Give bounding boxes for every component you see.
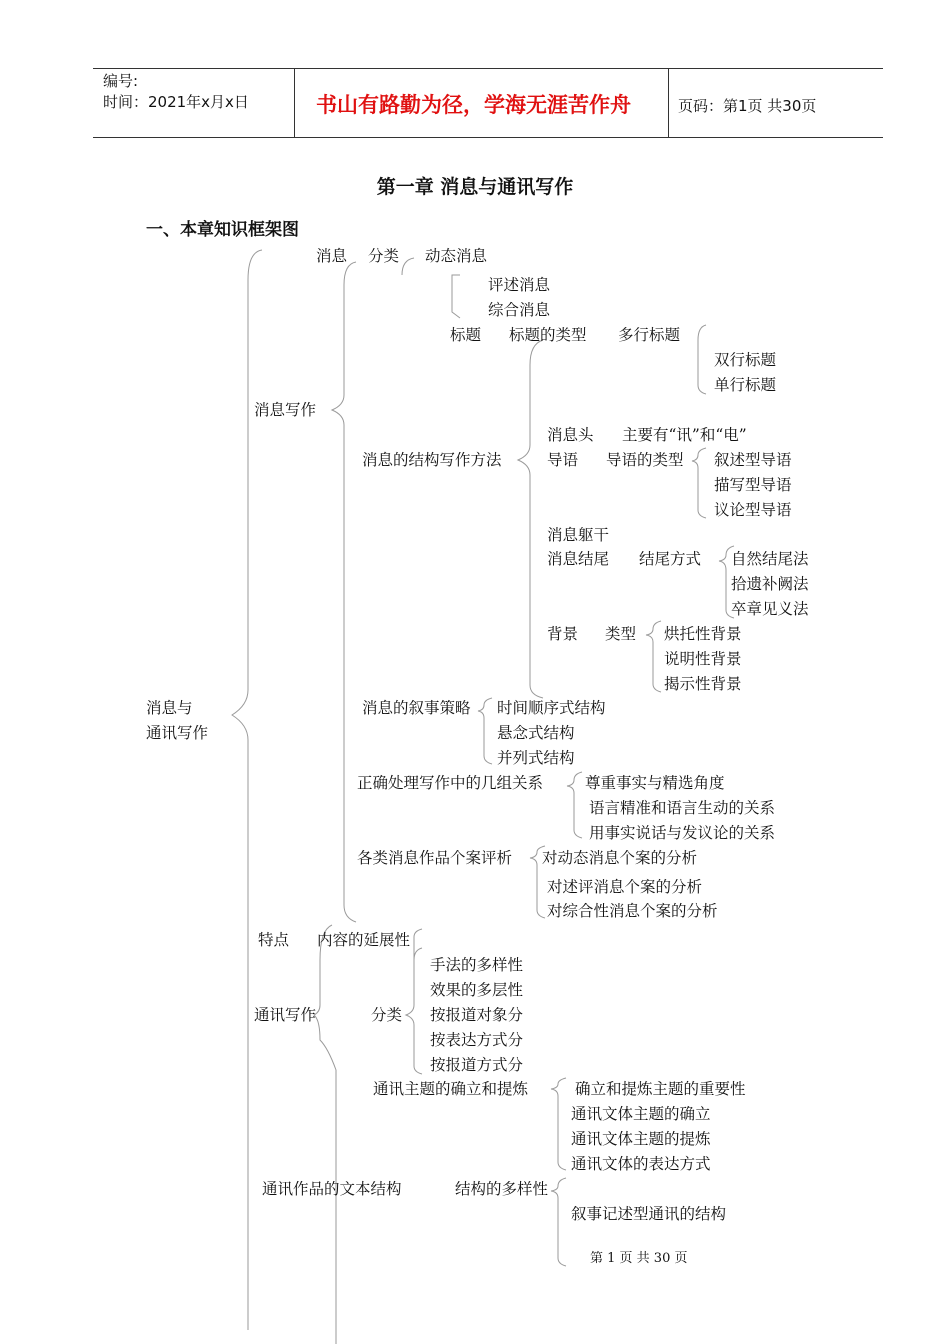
dateline-note: 主要有“讯”和“电” xyxy=(622,426,747,444)
document-time: 时间：2021年x月x日 xyxy=(103,93,249,111)
trait-item: 手法的多样性 xyxy=(430,956,524,974)
headline-types-node: 标题的类型 xyxy=(509,326,587,344)
background-kind-item: 烘托性背景 xyxy=(664,625,742,643)
class-item: 按表达方式分 xyxy=(430,1031,524,1049)
relations-brace xyxy=(567,772,582,838)
news-type-item: 动态消息 xyxy=(425,247,488,265)
theme-item: 确立和提炼主题的重要性 xyxy=(575,1080,746,1098)
ending-method-node: 结尾方式 xyxy=(639,550,702,568)
news-ending-node: 消息结尾 xyxy=(547,550,610,568)
dateline-node: 消息头 xyxy=(547,426,594,444)
theme-item: 通讯文体主题的提炼 xyxy=(571,1130,711,1148)
news-body-node: 消息躯干 xyxy=(547,526,610,544)
headline-node: 标题 xyxy=(450,326,482,344)
page-footer: 第 1 页 共 30 页 xyxy=(590,1251,688,1266)
news-type-item: 综合消息 xyxy=(488,301,551,319)
structure-item: 叙事记述型通讯的结构 xyxy=(571,1205,727,1223)
narrative-item: 并列式结构 xyxy=(497,749,575,767)
multi-line-headline: 多行标题 xyxy=(618,326,681,344)
structure-diversity-node: 结构的多样性 xyxy=(455,1180,549,1198)
narrative-node: 消息的叙事策略 xyxy=(362,699,471,717)
theme-brace xyxy=(551,1078,566,1170)
background-type-node: 类型 xyxy=(605,625,637,643)
background-kind-item: 说明性背景 xyxy=(664,650,742,668)
news-type-item: 评述消息 xyxy=(488,276,551,294)
trait-item: 内容的延展性 xyxy=(317,931,411,949)
section-heading: 一、本章知识框架图 xyxy=(146,220,299,240)
news-brace xyxy=(332,262,356,922)
page-indicator: 页码：第1页 共30页 xyxy=(678,97,817,115)
text-structure-node: 通讯作品的文本结构 xyxy=(262,1180,402,1198)
relations-node: 正确处理写作中的几组关系 xyxy=(357,774,544,792)
lead-kind-item: 描写型导语 xyxy=(714,476,792,494)
news-type-brace xyxy=(402,258,414,275)
root-node-line1: 消息与 xyxy=(146,699,193,717)
narrative-item: 悬念式结构 xyxy=(497,724,575,742)
lead-brace xyxy=(692,448,706,518)
headline-brace xyxy=(698,325,706,394)
lead-kind-item: 叙述型导语 xyxy=(714,451,792,469)
relation-item: 语言精准和语言生动的关系 xyxy=(589,799,776,817)
theme-item: 通讯文体的表达方式 xyxy=(571,1155,711,1173)
chapter-title: 第一章 消息与通讯写作 xyxy=(376,176,574,198)
background-kind-item: 揭示性背景 xyxy=(664,675,742,693)
structure-method-node: 消息的结构写作方法 xyxy=(362,451,502,469)
structure-diversity-brace xyxy=(551,1178,566,1266)
lead-kind-item: 议论型导语 xyxy=(714,501,792,519)
ending-kind-item: 拾遗补阙法 xyxy=(731,575,809,593)
cases-node: 各类消息作品个案评析 xyxy=(357,849,513,867)
header-motto: 书山有路勤为径，学海无涯苦作舟 xyxy=(316,93,631,117)
class-item: 按报道对象分 xyxy=(430,1006,524,1024)
background-node: 背景 xyxy=(547,625,579,643)
case-item: 对动态消息个案的分析 xyxy=(542,849,698,867)
feature-brace xyxy=(314,925,336,1344)
narrative-item: 时间顺序式结构 xyxy=(497,699,606,717)
structure-brace xyxy=(518,340,543,698)
relation-item: 用事实说话与发议论的关系 xyxy=(589,824,776,842)
document-number: 编号: xyxy=(103,72,139,90)
root-node-line2: 通讯写作 xyxy=(146,724,209,742)
narrative-brace xyxy=(478,698,492,764)
headline-kind-item: 双行标题 xyxy=(714,351,777,369)
trait-item: 效果的多层性 xyxy=(430,981,524,999)
class-brace xyxy=(406,948,422,1074)
type-bracket xyxy=(452,275,460,318)
theme-node: 通讯主题的确立和提炼 xyxy=(373,1080,529,1098)
feature-classification-node: 分类 xyxy=(371,1006,403,1024)
news-classification-node: 分类 xyxy=(368,247,400,265)
ending-kind-item: 自然结尾法 xyxy=(731,550,809,568)
news-node: 消息 xyxy=(316,247,348,265)
traits-node: 特点 xyxy=(258,931,290,949)
class-item: 按报道方式分 xyxy=(430,1056,524,1074)
feature-writing-node: 通讯写作 xyxy=(254,1006,317,1024)
headline-kind-item: 单行标题 xyxy=(714,376,777,394)
background-brace xyxy=(646,621,661,692)
ending-kind-item: 卒章见义法 xyxy=(731,600,809,618)
relation-item: 尊重事实与精选角度 xyxy=(585,774,725,792)
theme-item: 通讯文体主题的确立 xyxy=(571,1105,711,1123)
lead-node: 导语 xyxy=(547,451,579,469)
trait-brace xyxy=(414,929,422,960)
case-item: 对述评消息个案的分析 xyxy=(547,878,703,896)
lead-types-node: 导语的类型 xyxy=(606,451,684,469)
case-item: 对综合性消息个案的分析 xyxy=(547,902,718,920)
news-writing-node: 消息写作 xyxy=(254,401,317,419)
